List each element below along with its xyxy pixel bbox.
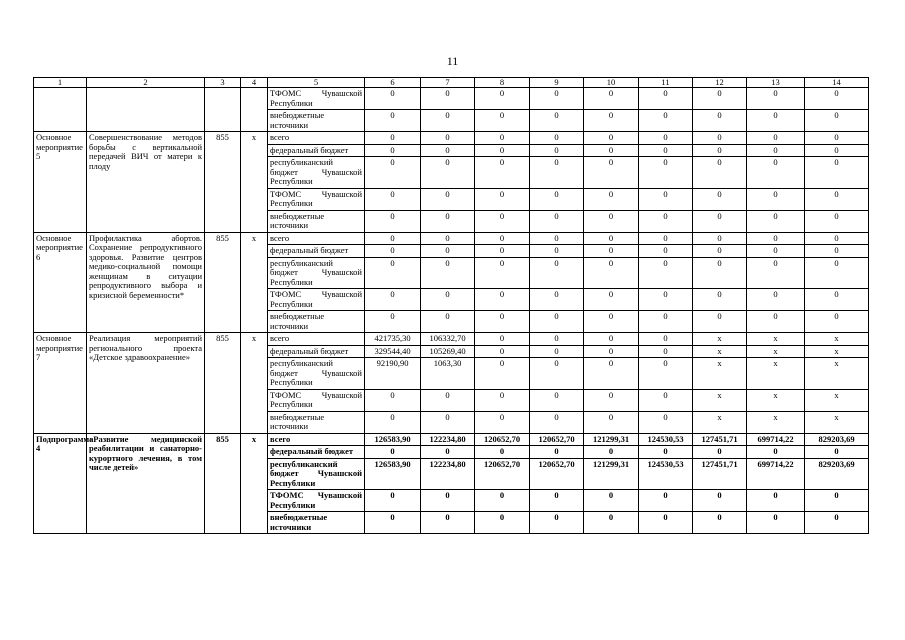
value-cell: 0 [530,157,584,189]
table-row [34,132,869,145]
value-cell: 0 [747,110,805,132]
value-cell: х [805,389,869,411]
header-cell: 11 [639,78,693,88]
value-cell: 0 [805,144,869,157]
value-cell: 0 [639,345,693,358]
value-cell: 0 [693,157,747,189]
value-cell: 0 [421,188,475,210]
value-cell: 0 [475,210,530,232]
value-cell: 0 [639,257,693,289]
value-cell: 0 [693,88,747,110]
header-cell: 1 [34,78,87,88]
funding-source: ТФОМС Чувашской Республики [268,289,365,311]
value-cell: 0 [421,389,475,411]
funding-source: ТФОМС Чувашской Республики [268,389,365,411]
value-cell: 0 [475,358,530,390]
activity-label: Подпрограмма 4 [34,433,87,534]
value-cell: 0 [584,345,639,358]
activity-description [87,88,205,132]
value-cell: 0 [584,232,639,245]
value-cell: 0 [639,110,693,132]
funding-source: внебюджетные источники [268,210,365,232]
value-cell: 0 [421,411,475,433]
value-cell: 0 [805,257,869,289]
value-cell: х [805,345,869,358]
funding-source: федеральный бюджет [268,345,365,358]
value-cell: 0 [475,345,530,358]
value-cell: 0 [747,132,805,145]
value-cell: 0 [639,132,693,145]
value-cell: 0 [421,88,475,110]
value-cell: 0 [584,289,639,311]
value-cell: 0 [693,144,747,157]
funding-source: федеральный бюджет [268,144,365,157]
value-cell: 0 [530,333,584,346]
value-cell: х [747,333,805,346]
value-cell: 0 [639,512,693,534]
value-cell: 0 [805,446,869,459]
value-cell: 0 [365,446,421,459]
value-cell: 0 [747,446,805,459]
value-cell: 120652,70 [530,458,584,490]
value-cell: 0 [421,132,475,145]
value-cell: 122234,80 [421,458,475,490]
value-cell: 0 [530,232,584,245]
value-cell: 0 [584,333,639,346]
value-cell: 0 [530,311,584,333]
value-cell: 0 [421,490,475,512]
value-cell: 0 [365,512,421,534]
header-cell: 5 [268,78,365,88]
budget-mark: х [241,232,268,333]
value-cell: 0 [584,358,639,390]
funding-source: республиканский бюджет Чувашской Республики [268,358,365,390]
value-cell: х [747,389,805,411]
value-cell: 124530,53 [639,433,693,446]
value-cell: 0 [584,389,639,411]
value-cell: 0 [584,411,639,433]
value-cell: 0 [530,389,584,411]
value-cell: 829203,69 [805,433,869,446]
value-cell: 120652,70 [475,458,530,490]
value-cell: х [693,333,747,346]
value-cell: 0 [475,188,530,210]
value-cell: 0 [365,110,421,132]
value-cell: 0 [747,88,805,110]
value-cell: 0 [530,358,584,390]
value-cell: 0 [747,311,805,333]
value-cell: 0 [365,132,421,145]
funding-source: ТФОМС Чувашской Республики [268,188,365,210]
budget-mark: х [241,132,268,233]
activity-description: Реализация мероприятий регионального проекта «Детское здравоохранение» [87,333,205,434]
funding-source: внебюджетные источники [268,311,365,333]
value-cell: 0 [805,232,869,245]
value-cell: 0 [365,245,421,258]
value-cell: 0 [421,245,475,258]
value-cell: 0 [639,411,693,433]
value-cell: 699714,22 [747,433,805,446]
funding-source: ТФОМС Чувашской Республики [268,490,365,512]
budget-mark: х [241,433,268,534]
funding-source: внебюджетные источники [268,110,365,132]
value-cell: 120652,70 [475,433,530,446]
value-cell: 0 [365,232,421,245]
value-cell: 0 [639,88,693,110]
value-cell: 0 [693,245,747,258]
value-cell: 0 [584,132,639,145]
value-cell: 0 [365,157,421,189]
value-cell: 0 [365,490,421,512]
funding-source: всего [268,433,365,446]
table-row [34,88,869,110]
value-cell: 0 [530,446,584,459]
value-cell: 0 [530,257,584,289]
header-cell: 2 [87,78,205,88]
value-cell: 0 [475,132,530,145]
value-cell: 0 [421,289,475,311]
funding-source: внебюджетные источники [268,512,365,534]
value-cell: 0 [475,512,530,534]
value-cell: 124530,53 [639,458,693,490]
value-cell: 0 [365,389,421,411]
value-cell: 0 [805,157,869,189]
value-cell: х [693,358,747,390]
value-cell: 0 [693,210,747,232]
value-cell: 0 [530,490,584,512]
budget-table [33,77,869,534]
value-cell: 0 [747,144,805,157]
funding-source: ТФОМС Чувашской Республики [268,88,365,110]
table-row [34,232,869,245]
value-cell: 0 [475,88,530,110]
value-cell: 0 [475,232,530,245]
value-cell: 106332,70 [421,333,475,346]
value-cell: 0 [693,311,747,333]
header-cell: 13 [747,78,805,88]
value-cell: 105269,40 [421,345,475,358]
value-cell: 0 [530,88,584,110]
funding-source: республиканский бюджет Чувашской Республики [268,458,365,490]
value-cell: 0 [693,188,747,210]
value-cell: 0 [421,311,475,333]
value-cell: х [693,345,747,358]
value-cell: х [693,389,747,411]
budget-code: 855 [205,333,241,434]
activity-description: Совершенствование методов борьбы с вертикальной передачей ВИЧ от матери к плоду [87,132,205,233]
value-cell: 0 [530,512,584,534]
value-cell: 0 [584,157,639,189]
budget-mark: х [241,333,268,434]
value-cell: 0 [530,411,584,433]
header-cell: 7 [421,78,475,88]
value-cell: 829203,69 [805,458,869,490]
value-cell: 0 [805,311,869,333]
value-cell: 0 [475,157,530,189]
value-cell: 126583,90 [365,458,421,490]
activity-label: Основное мероприятие 5 [34,132,87,233]
value-cell: 0 [584,446,639,459]
value-cell: 0 [475,257,530,289]
value-cell: 0 [584,257,639,289]
value-cell: 0 [639,389,693,411]
value-cell: 127451,71 [693,458,747,490]
value-cell: х [805,411,869,433]
value-cell: 0 [475,110,530,132]
value-cell: 0 [747,490,805,512]
value-cell: 0 [475,446,530,459]
value-cell: 0 [639,311,693,333]
value-cell: 0 [530,188,584,210]
value-cell: 0 [475,411,530,433]
value-cell: 0 [747,257,805,289]
value-cell: 0 [693,132,747,145]
value-cell: 0 [475,245,530,258]
value-cell: 92190,90 [365,358,421,390]
value-cell: 0 [530,144,584,157]
activity-description: Профилактика абортов. Сохранение репродуктивного здоровья. Развитие центров медико-социальной помощи женщинам в ситуации репродуктивного выбора и кризисной беременности* [87,232,205,333]
value-cell: 0 [475,389,530,411]
value-cell: 0 [747,188,805,210]
value-cell: 0 [805,188,869,210]
value-cell: 121299,31 [584,433,639,446]
value-cell: 0 [365,144,421,157]
value-cell: 122234,80 [421,433,475,446]
value-cell: 0 [475,144,530,157]
header-cell: 4 [241,78,268,88]
value-cell: 0 [639,210,693,232]
value-cell: 0 [639,157,693,189]
value-cell: 0 [805,289,869,311]
value-cell: х [747,345,805,358]
value-cell: 0 [421,144,475,157]
value-cell: 0 [530,245,584,258]
value-cell: 0 [747,245,805,258]
value-cell: 0 [584,512,639,534]
funding-source: всего [268,333,365,346]
value-cell: 0 [693,446,747,459]
value-cell: 0 [747,232,805,245]
value-cell: 0 [475,333,530,346]
value-cell: 0 [421,446,475,459]
header-cell: 3 [205,78,241,88]
budget-mark [241,88,268,132]
value-cell: 329544,40 [365,345,421,358]
value-cell: 0 [639,289,693,311]
value-cell: 0 [421,257,475,289]
value-cell: 0 [747,512,805,534]
value-cell: 0 [747,289,805,311]
value-cell: 0 [584,144,639,157]
value-cell: 0 [805,110,869,132]
value-cell: 0 [584,490,639,512]
funding-source: внебюджетные источники [268,411,365,433]
value-cell: 0 [365,411,421,433]
funding-source: федеральный бюджет [268,245,365,258]
value-cell: 699714,22 [747,458,805,490]
value-cell: 0 [475,289,530,311]
value-cell: 0 [365,289,421,311]
value-cell: 0 [530,345,584,358]
value-cell: 0 [584,210,639,232]
value-cell: 0 [421,512,475,534]
table-row [34,333,869,346]
value-cell: 0 [805,88,869,110]
value-cell: 127451,71 [693,433,747,446]
value-cell: 0 [365,188,421,210]
value-cell: 0 [805,210,869,232]
value-cell: 0 [693,110,747,132]
value-cell: 0 [530,210,584,232]
value-cell: 0 [421,110,475,132]
value-cell: 0 [530,132,584,145]
funding-source: всего [268,232,365,245]
value-cell: 0 [693,257,747,289]
value-cell: х [805,358,869,390]
value-cell: 0 [805,512,869,534]
value-cell: 0 [475,311,530,333]
value-cell: 0 [747,210,805,232]
funding-source: республиканский бюджет Чувашской Республики [268,257,365,289]
header-cell: 6 [365,78,421,88]
value-cell: 0 [421,210,475,232]
activity-description: «Развитие медицинской реабилитации и санаторно-курортного лечения, в том числе детей» [87,433,205,534]
activity-label [34,88,87,132]
value-cell: 0 [693,232,747,245]
value-cell: 0 [530,289,584,311]
value-cell: 0 [639,358,693,390]
value-cell: 0 [584,311,639,333]
value-cell: 0 [365,88,421,110]
header-cell: 9 [530,78,584,88]
value-cell: х [747,411,805,433]
value-cell: 0 [639,232,693,245]
activity-label: Основное мероприятие 6 [34,232,87,333]
header-cell: 14 [805,78,869,88]
value-cell: 0 [475,490,530,512]
value-cell: 0 [693,289,747,311]
value-cell: 0 [805,245,869,258]
value-cell: 1063,30 [421,358,475,390]
value-cell: 126583,90 [365,433,421,446]
value-cell: 0 [365,311,421,333]
header-cell: 12 [693,78,747,88]
value-cell: 0 [639,245,693,258]
header-row [34,78,869,88]
value-cell: 0 [693,512,747,534]
budget-code: 855 [205,132,241,233]
value-cell: 0 [530,110,584,132]
value-cell: 0 [639,188,693,210]
budget-code: 855 [205,433,241,534]
value-cell: 0 [365,257,421,289]
value-cell: 0 [365,210,421,232]
value-cell: 0 [584,188,639,210]
value-cell: 0 [805,490,869,512]
value-cell: х [805,333,869,346]
value-cell: 0 [639,446,693,459]
value-cell: 0 [421,157,475,189]
header-cell: 8 [475,78,530,88]
funding-source: республиканский бюджет Чувашской Республики [268,157,365,189]
value-cell: 0 [747,157,805,189]
value-cell: 0 [805,132,869,145]
value-cell: 0 [639,333,693,346]
funding-source: федеральный бюджет [268,446,365,459]
activity-label: Основное мероприятие 7 [34,333,87,434]
table-row [34,433,869,446]
value-cell: 0 [693,490,747,512]
value-cell: 0 [584,245,639,258]
value-cell: 0 [639,144,693,157]
header-cell: 10 [584,78,639,88]
budget-code: 855 [205,232,241,333]
budget-code [205,88,241,132]
value-cell: 0 [639,490,693,512]
value-cell: 0 [584,110,639,132]
value-cell: 121299,31 [584,458,639,490]
value-cell: 0 [421,232,475,245]
value-cell: х [747,358,805,390]
value-cell: х [693,411,747,433]
page-number: 11 [446,54,459,68]
funding-source: всего [268,132,365,145]
value-cell: 0 [584,88,639,110]
value-cell: 120652,70 [530,433,584,446]
value-cell: 421735,30 [365,333,421,346]
